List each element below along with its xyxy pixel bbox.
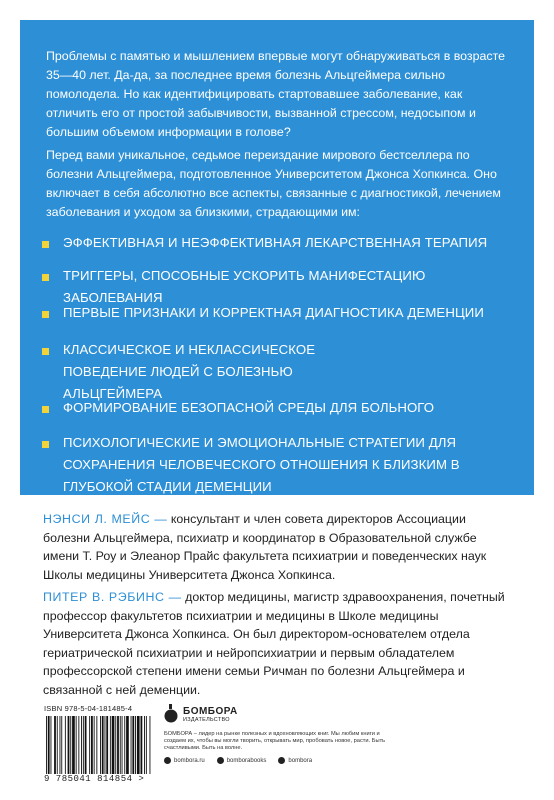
barcode-bar — [83, 716, 84, 774]
list-item-text: ТРИГГЕРЫ, СПОСОБНЫЕ УСКОРИТЬ МАНИФЕСТАЦИЮ ЗАБОЛЕВАНИЯ — [63, 268, 426, 305]
barcode-bar — [122, 716, 123, 774]
barcode-bar — [65, 716, 66, 774]
barcode-bar — [150, 716, 151, 774]
barcode-bar — [61, 716, 62, 774]
barcode-block — [44, 704, 154, 790]
barcode-bar — [105, 716, 106, 774]
barcode-bar — [146, 716, 147, 774]
bullet-marker — [42, 348, 49, 355]
barcode-bar — [72, 716, 75, 774]
barcode-bar — [120, 716, 121, 774]
barcode-bar — [115, 716, 116, 774]
vk-icon — [217, 757, 224, 764]
social-link-text: bombora.ru — [174, 757, 205, 764]
barcode-bar — [78, 716, 79, 774]
bullet-marker — [42, 441, 49, 448]
barcode-bar — [48, 716, 50, 774]
barcode-digits: 9 785041 814854 > — [44, 774, 145, 784]
barcode-bar — [106, 716, 108, 774]
barcode-bar — [46, 716, 47, 774]
messenger-icon — [278, 757, 285, 764]
barcode-bar — [117, 716, 119, 774]
publisher-subtitle: ИЗДАТЕЛЬСТВО — [183, 716, 230, 723]
bullet-marker — [42, 274, 49, 281]
barcode-bar — [51, 716, 52, 774]
social-link-text: bomborabooks — [226, 757, 267, 764]
author-bio-text: консультант и член совета директоров Ассоциации болезни Альцгеймера, психиатр и координатор в Образовательной службе имени Т. Роу и Элеанор Прайс факультета психиатрии и поведенческих наук Школы медицины Университета Джонса Хопкинса. — [43, 512, 487, 582]
bomb-icon — [164, 704, 178, 724]
barcode-bar — [132, 716, 134, 774]
barcode-bar — [76, 716, 77, 774]
bullet-marker — [42, 241, 49, 248]
social-link-messengers — [278, 757, 312, 764]
social-link-vk — [217, 757, 267, 764]
author-bio-text: доктор медицины, магистр здравоохранения, почетный профессор факультетов психиатрии и медицины в Школе медицины Университета Джонса Хопкинса. Он был директором-основателем отдела гериатрической психиатрии и нейропсихиатрии и первым обладателем профессорской степени имени семьи Ричман по болезни Альцгеймера и связанной с ней деменции. — [43, 590, 505, 697]
barcode-bar — [68, 716, 70, 774]
barcode-bar — [91, 716, 93, 774]
list-item-text: ЭФФЕКТИВНАЯ И НЕЭФФЕКТИВНАЯ ЛЕКАРСТВЕННАЯ ТЕРАПИЯ — [63, 235, 488, 250]
list-item-text: ФОРМИРОВАНИЕ БЕЗОПАСНОЙ СРЕДЫ ДЛЯ БОЛЬНОГО — [63, 400, 435, 415]
barcode-bar — [57, 716, 58, 774]
barcode-bar — [60, 716, 61, 774]
barcode-bar — [81, 716, 82, 774]
author-bio-1 — [43, 510, 513, 584]
globe-icon — [164, 757, 171, 764]
social-link-site — [164, 757, 205, 764]
barcode-bar — [110, 716, 111, 774]
barcode-bar — [102, 716, 104, 774]
bullet-marker — [42, 406, 49, 413]
barcode-bar — [89, 716, 90, 774]
barcode-bar — [112, 716, 115, 774]
author-name: ПИТЕР В. РЭБИНС — — [43, 590, 182, 604]
intro-paragraph-2: Перед вами уникальное, седьмое переиздание мирового бестселлера по болезни Альцгеймера, подготовленное Университетом Джонса Хопкинса. Оно включает в себя абсолютно все аспекты, связанные с диагностикой, лечением заболевания и уходом за близкими, страдающими им: — [46, 148, 501, 219]
barcode-bar — [131, 716, 132, 774]
barcode-bar — [85, 716, 87, 774]
barcode-bar — [141, 716, 143, 774]
list-item-text: ПСИХОЛОГИЧЕСКИЕ И ЭМОЦИОНАЛЬНЫЕ СТРАТЕГИИ ДЛЯ СОХРАНЕНИЯ ЧЕЛОВЕЧЕСКОГО ОТНОШЕНИЯ К БЛИЗКИМ В ГЛУБОКОЙ СТАДИИ ДЕМЕНЦИИ — [63, 435, 460, 494]
barcode-bar — [135, 716, 136, 774]
barcode-bar — [144, 716, 145, 774]
list-item-text: КЛАССИЧЕСКОЕ И НЕКЛАССИЧЕСКОЕ ПОВЕДЕНИЕ ЛЮДЕЙ С БОЛЕЗНЬЮ АЛЬЦГЕЙМЕРА — [63, 342, 316, 401]
social-links — [164, 757, 404, 764]
publisher-description: БОМБОРА – лидер на рынке полезных и вдохновляющих книг. Мы любим книги и создаем их, чтобы вы могли творить, открывать мир, пробовать новое, расти. Быть счастливыми. Быть на волне. — [164, 731, 386, 751]
barcode-bar — [96, 716, 97, 774]
publisher-block — [164, 704, 404, 764]
barcode-bar — [137, 716, 140, 774]
barcode-bar — [126, 716, 129, 774]
annotation-panel — [20, 20, 534, 495]
isbn-label: ISBN 978-5-04-181485-4 — [44, 704, 133, 713]
barcode-bar — [54, 716, 56, 774]
list-item-text: ПЕРВЫЕ ПРИЗНАКИ И КОРРЕКТНАЯ ДИАГНОСТИКА ДЕМЕНЦИИ — [63, 305, 484, 320]
barcode-bar — [94, 716, 95, 774]
barcode-bar — [124, 716, 125, 774]
barcode-bar — [70, 716, 71, 774]
publisher-name: БОМБОРА — [183, 705, 238, 717]
author-bio-2 — [43, 588, 513, 699]
author-name: НЭНСИ Л. МЕЙС — — [43, 512, 168, 526]
social-link-text: bombora — [288, 757, 313, 764]
barcode-bar — [100, 716, 101, 774]
publisher-logo — [164, 704, 404, 724]
intro-paragraph-1: Проблемы с памятью и мышлением впервые могут обнаруживаться в возрасте 35—40 лет. Да-да, за последнее время болезнь Альцгеймера сильно помолодела. Но как идентифицировать стартовавшее заболевание, как отличить его от простой забывчивости, вызванной стрессом, недосыпом и большим объемом информации в голове? — [46, 49, 506, 139]
bullet-marker — [42, 311, 49, 318]
barcode-image — [44, 716, 152, 774]
